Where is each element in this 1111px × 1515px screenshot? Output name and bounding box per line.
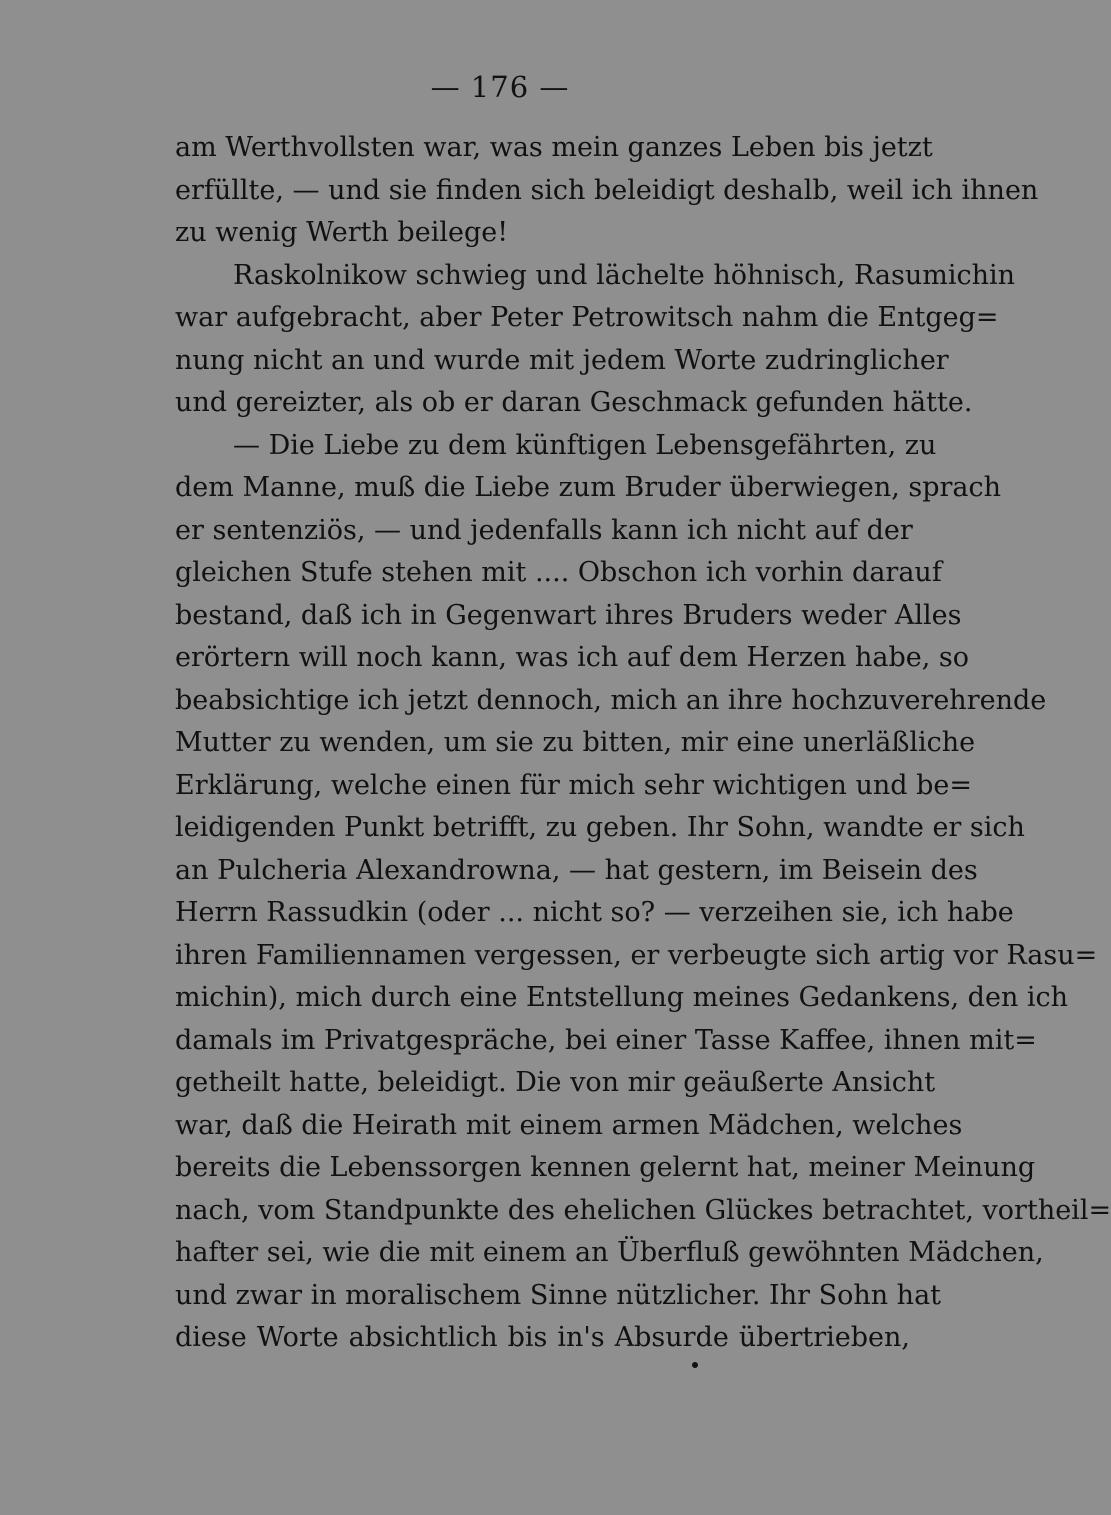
text-line: beabsichtige ich jetzt dennoch, mich an ihre hochzuverehrende — [175, 684, 1047, 716]
ink-speck — [692, 1362, 698, 1368]
text-line: er sentenziös, — und jedenfalls kann ich nicht auf der — [175, 514, 913, 546]
text-line: — Die Liebe zu dem künftigen Lebensgefährten, zu — [233, 429, 937, 461]
text-line: michin), mich durch eine Entstellung meines Gedankens, den ich — [175, 982, 1069, 1013]
text-line: war, daß die Heirath mit einem armen Mädchen, welches — [175, 1109, 963, 1141]
text-line: damals im Privatgespräche, bei einer Tasse Kaffee, ihnen mit= — [175, 1024, 1037, 1056]
text-line: war aufgebracht, aber Peter Petrowitsch nahm die Entgeg= — [175, 302, 999, 333]
text-line: erörtern will noch kann, was ich auf dem Herzen habe, so — [175, 642, 970, 673]
text-line: erfüllte, — und sie finden sich beleidigt deshalb, weil ich ihnen — [175, 174, 1039, 206]
page-body-text — [175, 127, 1111, 1360]
text-line: bereits die Lebenssorgen kennen gelernt hat, meiner Meinung — [175, 1152, 1036, 1183]
text-line: dem Manne, muß die Liebe zum Bruder überwiegen, sprach — [175, 472, 1002, 503]
text-line: Herrn Rassudkin (oder ... nicht so? — verzeihen sie, ich habe — [175, 897, 1014, 928]
text-line: bestand, daß ich in Gegenwart ihres Bruders weder Alles — [175, 599, 962, 631]
text-line: Mutter zu wenden, um sie zu bitten, mir eine unerläßliche — [175, 727, 976, 758]
text-line: nach, vom Standpunkte des ehelichen Glückes betrachtet, vortheil= — [175, 1194, 1111, 1226]
text-line: am Werthvollsten war, was mein ganzes Leben bis jetzt — [175, 132, 933, 163]
text-line: an Pulcheria Alexandrowna, — hat gestern, im Beisein des — [175, 854, 978, 886]
text-line: nung nicht an und wurde mit jedem Worte zudringlicher — [175, 344, 949, 376]
text-line: diese Worte absichtlich bis in's Absurde übertrieben, — [175, 1322, 910, 1353]
text-line: getheilt hatte, beleidigt. Die von mir geäußerte Ansicht — [175, 1067, 936, 1098]
text-line: und gereizter, als ob er daran Geschmack gefunden hätte. — [175, 387, 973, 418]
text-line: zu wenig Werth beilege! — [175, 217, 509, 248]
text-line: ihren Familiennamen vergessen, er verbeugte sich artig vor Rasu= — [175, 939, 1098, 971]
text-line: hafter sei, wie die mit einem an Überfluß gewöhnten Mädchen, — [175, 1237, 1044, 1268]
text-line: und zwar in moralischem Sinne nützlicher. Ihr Sohn hat — [175, 1279, 942, 1311]
text-line: Erklärung, welche einen für mich sehr wichtigen und be= — [175, 769, 973, 801]
page-number: — 176 — — [430, 70, 570, 104]
text-line: Raskolnikow schwieg und lächelte höhnisch, Rasumichin — [233, 259, 1016, 291]
text-line: leidigenden Punkt betrifft, zu geben. Ihr Sohn, wandte er sich — [175, 812, 1025, 843]
text-line: gleichen Stufe stehen mit .... Obschon ich vorhin darauf — [175, 557, 942, 588]
